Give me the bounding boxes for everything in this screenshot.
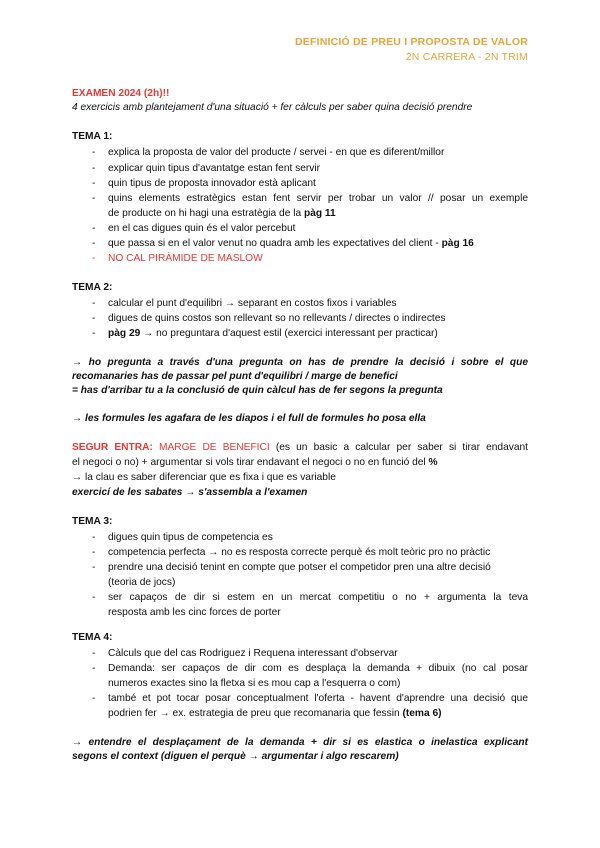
tema2-heading: TEMA 2: xyxy=(72,282,113,293)
bullet: - xyxy=(92,663,96,674)
note-line: segons el context (diguen el perquè → argumentar i algo rescarem) xyxy=(72,751,399,762)
tema1-item-1: explica la proposta de valor del producte / servei - en que es diferent/millor xyxy=(108,147,445,158)
page-reference: pàg 29 xyxy=(108,328,141,339)
tema4-item-2-line1: Demanda: ser capaços de dir com es desplaça la demanda + dibuix (no cal posar xyxy=(108,663,528,674)
bullet: - xyxy=(92,648,96,659)
tema3-item-4-line2: resposta amb les cinc forces de porter xyxy=(108,607,281,618)
bullet: - xyxy=(92,328,96,339)
tema1-item-2: explicar quin tipus d'avantatge estan fent servir xyxy=(108,163,321,174)
tema2-item-2: digues de quins costos son rellevant so no rellevants / directes o indirectes xyxy=(108,313,446,324)
bullet: - xyxy=(92,562,96,573)
percent-sign: % xyxy=(428,457,438,468)
segur-entra-text: el negoci o no) + argumentar si vols tirar endavant el negoci o no en funció del xyxy=(72,457,429,468)
bullet: - xyxy=(92,178,96,189)
bullet: - xyxy=(92,693,96,704)
segur-entra-line2 xyxy=(72,455,528,470)
tema2-item-3 xyxy=(108,326,528,341)
note-line: → les formules les agafara de les diapos i el full de formules ho posa ella xyxy=(72,413,426,424)
tema1-item-4-text: de producte on hi hagi una estratègia de la xyxy=(108,208,304,219)
tema3-item-4-line1: ser capaços de dir si estem en un mercat competitiu o no + argumenta la teva xyxy=(108,592,528,603)
bullet: - xyxy=(92,313,96,324)
tema1-item-4-line2 xyxy=(108,206,528,221)
document-title: DEFINICIÓ DE PREU I PROPOSTA DE VALOR xyxy=(295,36,528,48)
exam-heading: EXAMEN 2024 (2h)!! xyxy=(72,88,170,99)
bullet: - xyxy=(92,532,96,543)
bullet: - xyxy=(92,147,96,158)
bullet: - xyxy=(92,547,96,558)
page-reference: pàg 16 xyxy=(441,238,474,249)
exam-intro: 4 exercicis amb plantejament d'una situació + fer càlculs per saber quina decisió prendre xyxy=(72,102,473,113)
note-line: = has d'arribar tu a la conclusió de quin càlcul has de fer segons la pregunta xyxy=(72,385,443,396)
segur-entra-line3: → la clau es saber diferenciar que es fixa i que es variable xyxy=(72,472,336,483)
bullet: - xyxy=(92,592,96,603)
bullet: - xyxy=(92,163,96,174)
tema1-item-6-text: que passa si en el valor venut no quadra amb les expectatives del client - xyxy=(108,238,442,249)
note-line: → entendre el desplaçament de la demanda + dir si es elastica o inelastica explicant xyxy=(72,737,528,748)
bullet: - xyxy=(92,298,96,309)
tema3-item-2: competencia perfecta → no es resposta correcte perquè és molt teòric pro no pràctic xyxy=(108,547,491,558)
tema2-item-3-text: → no preguntara d'aquest estil (exercici interessant per practicar) xyxy=(140,328,438,339)
note-line: → ho pregunta a través d'una pregunta on has de prendre la decisió i sobre el que xyxy=(72,357,528,368)
bullet: - xyxy=(92,223,96,234)
segur-entra-line1 xyxy=(72,440,528,455)
tema4-item-2-line2: numeros exactes sino la fletxa si es mou cap a l'esquerra o com) xyxy=(108,678,401,689)
topic-reference: (tema 6) xyxy=(402,708,442,719)
bullet: - xyxy=(92,193,96,204)
document-subtitle: 2N CARRERA - 2N TRIM xyxy=(405,51,528,63)
tema3-item-1: digues quin tipus de competencia es xyxy=(108,532,273,543)
tema2-item-1: calcular el punt d'equilibri → separant en costos fixos i variables xyxy=(108,298,397,309)
segur-entra-topic: MARGE DE BENEFICI xyxy=(152,442,270,453)
tema4-item-3-text: podrien fer → ex. estrategia de preu que recomanaria que fessin xyxy=(108,708,403,719)
bullet: - xyxy=(92,253,96,264)
tema1-item-7: NO CAL PIRÀMIDE DE MASLOW xyxy=(108,253,263,264)
tema4-item-3-line2 xyxy=(108,706,528,721)
tema4-heading: TEMA 4: xyxy=(72,632,113,643)
note-line: recomanaries has de passar pel punt d'equilibri / marge de benefici xyxy=(72,371,398,382)
tema4-item-1: Càlculs que del cas Rodriguez i Requena interessant d'observar xyxy=(108,648,398,659)
tema3-item-3-line1: prendre una decisió tenint en compte que potser el competidor pren una altre decisió xyxy=(108,562,491,573)
tema1-item-4-line1: quins elements estratègics estan fent servir per trobar un valor // posar un exemple xyxy=(108,193,528,204)
tema4-item-3-line1: també et pot tocar posar conceptualment l'oferta - havent d'aprendre una decisió que xyxy=(108,693,528,704)
bullet: - xyxy=(92,238,96,249)
tema3-item-3-line2: (teoria de jocs) xyxy=(108,577,176,588)
tema1-item-3: quin tipus de proposta innovador està aplicant xyxy=(108,178,316,189)
tema1-item-5: en el cas digues quin és el valor percebut xyxy=(108,223,296,234)
tema1-item-6 xyxy=(108,236,528,251)
segur-entra-label: SEGUR ENTRA: xyxy=(72,442,153,453)
segur-entra-line4: exercicí de les sabates → s'assembla a l'examen xyxy=(72,487,308,498)
page-reference: pàg 11 xyxy=(303,208,336,219)
segur-entra-text: (es un basic a calcular per saber si tirar endavant xyxy=(269,442,529,453)
tema1-heading: TEMA 1: xyxy=(72,131,113,142)
tema3-heading: TEMA 3: xyxy=(72,516,113,527)
